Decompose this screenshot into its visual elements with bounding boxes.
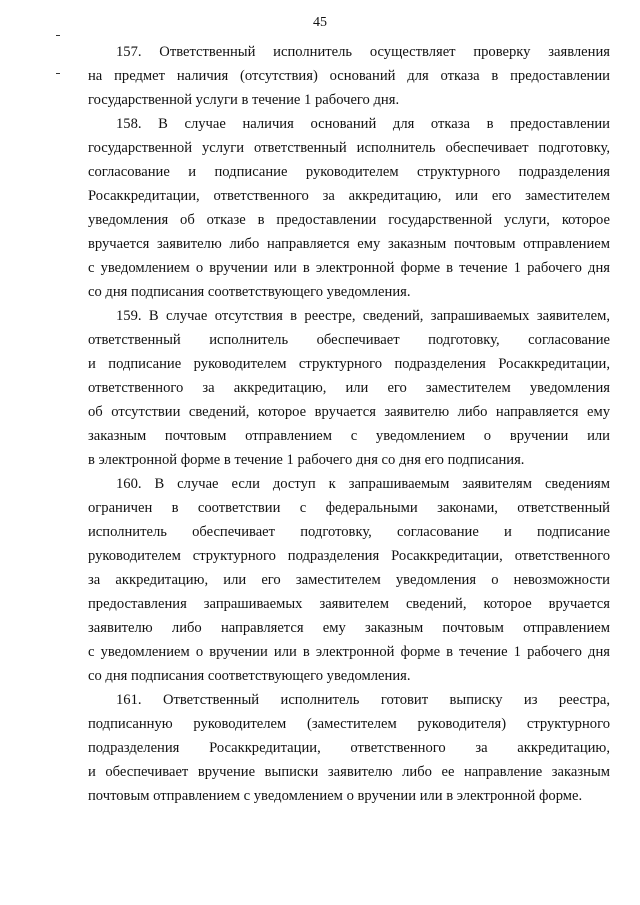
paragraph-line: заказным почтовым отправлением с уведомлением о вручении или (88, 428, 610, 444)
paragraph-line: об отсутствии сведений, которое вручается заявителю либо направляется ему (88, 404, 610, 420)
paragraph-line: исполнитель обеспечивает подготовку, согласование и подписание (88, 524, 610, 540)
paragraph-line: государственной услуги в течение 1 рабочего дня. (88, 92, 400, 108)
paragraph-line: с уведомлением о вручении или в электронной форме в течение 1 рабочего дня (88, 260, 610, 276)
margin-mark (56, 73, 60, 74)
paragraph-line: с уведомлением о вручении или в электронной форме в течение 1 рабочего дня (88, 644, 610, 660)
paragraph-line: почтовым отправлением с уведомлением о вручении или в электронной форме. (88, 788, 583, 804)
paragraph-line: предоставления запрашиваемых заявителем сведений, которое вручается (88, 596, 610, 612)
paragraph-line: 157. Ответственный исполнитель осуществляет проверку заявления (116, 44, 610, 60)
margin-mark (56, 35, 60, 36)
paragraph-line: за аккредитацию, или его заместителем уведомления о невозможности (88, 572, 610, 588)
paragraph-line: согласование и подписание руководителем структурного подразделения (88, 164, 610, 180)
paragraph-line: ответственного за аккредитацию, или его заместителем уведомления (88, 380, 610, 396)
paragraph-160 (88, 472, 610, 688)
paragraph-line: на предмет наличия (отсутствия) оснований для отказа в предоставлении (88, 68, 610, 84)
paragraph-line: подразделения Росаккредитации, ответственного за аккредитацию, (88, 740, 610, 756)
paragraph-line: подписанную руководителем (заместителем руководителя) структурного (88, 716, 610, 732)
paragraph-line: государственной услуги ответственный исполнитель обеспечивает подготовку, (88, 140, 610, 156)
paragraph-line: и обеспечивает вручение выписки заявителю либо ее направление заказным (88, 764, 610, 780)
paragraph-line: 158. В случае наличия оснований для отказа в предоставлении (116, 116, 610, 132)
paragraph-line: 160. В случае если доступ к запрашиваемым заявителям сведениям (116, 476, 610, 492)
paragraph-line: заявителю либо направляется ему заказным почтовым отправлением (88, 620, 610, 636)
paragraph-line: 161. Ответственный исполнитель готовит выписку из реестра, (116, 692, 610, 708)
paragraph-line: и подписание руководителем структурного подразделения Росаккредитации, (88, 356, 610, 372)
page-number: 45 (313, 15, 327, 30)
paragraph-line: Росаккредитации, ответственного за аккредитацию, или его заместителем (88, 188, 610, 204)
paragraph-line: 159. В случае отсутствия в реестре, сведений, запрашиваемых заявителем, (116, 308, 610, 324)
paragraph-157 (88, 40, 610, 112)
paragraph-line: в электронной форме в течение 1 рабочего дня со дня его подписания. (88, 452, 525, 468)
paragraph-line: со дня подписания соответствующего уведомления. (88, 284, 411, 300)
paragraph-line: со дня подписания соответствующего уведомления. (88, 668, 411, 684)
paragraph-line: руководителем структурного подразделения Росаккредитации, ответственного (88, 548, 610, 564)
paragraph-161 (88, 688, 610, 808)
paragraph-line: ограничен в соответствии с федеральными законами, ответственный (88, 500, 610, 516)
paragraph-line: вручается заявителю либо направляется ему заказным почтовым отправлением (88, 236, 610, 252)
paragraph-line: ответственный исполнитель обеспечивает подготовку, согласование (88, 332, 610, 348)
document-body (88, 40, 610, 808)
paragraph-159 (88, 304, 610, 472)
paragraph-158 (88, 112, 610, 304)
paragraph-line: уведомления об отказе в предоставлении государственной услуги, которое (88, 212, 610, 228)
